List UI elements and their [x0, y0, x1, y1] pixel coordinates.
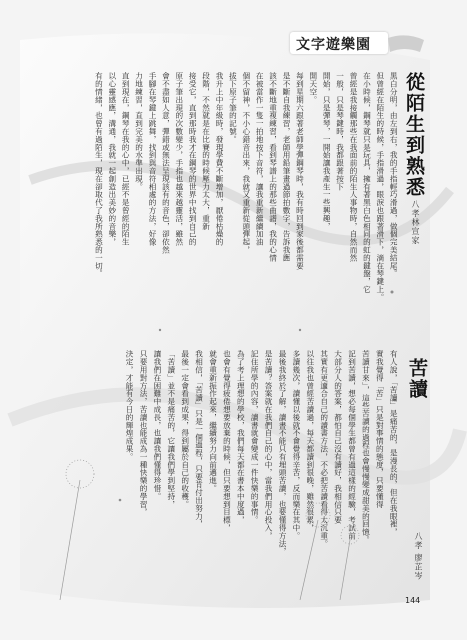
article-2-text-column: 最後我終於了解，讀書不能只有埋頭苦讀，也要懂得方法，: [278, 350, 287, 556]
section-title: 文字遊樂園: [296, 37, 371, 53]
article-1-text-column: 我升上中年級時，發現學費不斷增加，厭倦枯燥的: [215, 72, 224, 246]
article-1-text-column: 以心靈感應，溝通，我就一起創造出美妙的音樂，: [107, 72, 117, 246]
article-1-text-column: 拔下原子筆的記號。: [228, 72, 238, 144]
article-1-text-column: 是不斷自我練習，老師用鉛筆畫過節拍數字，告訴我應: [282, 72, 291, 262]
article-1-text-column: 開始，只是彈琴，一開始讓我產生一些興趣，: [322, 72, 332, 230]
article-2-text-column: 有人說，「苦讀」是痛苦的，是漫長的，但在我眼裡，: [389, 350, 399, 536]
article-2-text-column: 我相信，「苦讀」只是一個過程，只要肯付出努力，: [194, 350, 204, 528]
article-1-text-column: 原子筆出現的次數變少，手指也越來越靈活，雖然: [174, 72, 184, 246]
article-1-text-column: 曾經是我接觸那些在我面前的陌生人事物時，自然而然: [349, 72, 358, 262]
article-1-text-column: 黑白分明，由左到右，我的手指輕巧滑過，做個完美結尾。: [389, 72, 399, 278]
article-2-text-column: 大部分人的答案，都怕自己沒有讀好，我相信只要: [333, 350, 343, 524]
article-1-text-column: 直到現在，鋼琴在我的心中，已經不是曾經的陌生: [121, 72, 131, 246]
article-2-title: 苦讀: [406, 358, 428, 400]
article-1-text-column: 一般，只是琴鍵時，我都跟著按下: [335, 72, 345, 191]
article-1-text-column: 該不斷地重複練習，看到琴譜上的那些曲譜，我的心情: [268, 72, 278, 262]
article-2-text-column: 以往我也曾經苦讀過，每天都讀到很晚，雖然很累，: [305, 350, 315, 532]
article-2-text-column: 其實有更適合自己的讀書方法，不必把苦讀看得太沉重。: [319, 350, 329, 548]
article-1-text-column: 段階，不然就是在比賽的時候壓力太大，重新: [201, 72, 211, 230]
article-1-text-column: 接受它，直到那時我才在鋼琴的世界中找到自己的: [188, 72, 198, 246]
article-1-text-column: 手腳在琴鍵上跳舞，找到與音符相處的方法，好像: [148, 72, 157, 246]
article-2-text-column: 是苦讀？答案就在我們自己的心中，當我們用心投入，: [264, 350, 274, 540]
article-2-text-column: 記到苦讀，想必每個學生都曾有過這樣的經驗，考試前: [347, 350, 357, 540]
article-1-text-column: 有的情緒，也曾有過陌生，現在卻取代了我所熟悉的一切。: [94, 72, 104, 278]
article-2-text-column: 讓我們在困難中成長，也讓我們懂得珍惜。: [152, 350, 162, 501]
article-2-text-column: 多讀幾次，讀懂以後就不會覺得辛苦，反而樂在其中。: [291, 350, 301, 540]
article-2-text-column: 實我覺得「苦」只是對事情的態度，只要懂得: [375, 350, 385, 508]
article-2-text-column: 決定，才能有今日的輝煌成果。: [125, 350, 135, 461]
article-2-text-column: 最後一定會看到成果，得到屬於自己的收穫。: [180, 350, 190, 508]
article-2-text-column: 苦讀甘來」，這些苦讀的過程也會慢慢變成甜美的回憶。: [361, 350, 371, 544]
page-number: 144: [405, 596, 421, 605]
article-1-text-column: 力地練習，直到完美的水準出現。: [134, 72, 144, 191]
article-2-text-column: 只要用對方法，苦讀也能成為一種快樂的學習，: [139, 350, 148, 516]
article-2-text-column: 也會有覺得疲倦想要放棄的時候，但只要想到目標，: [222, 350, 232, 532]
article-2-text-column: 「苦讀」並不是痛苦的，它讓我們學到堅持，: [166, 350, 176, 508]
article-1-text-column: 每到星期六跟著老師學彈鋼琴時，我有時回到家後都需要: [295, 72, 305, 270]
article-1-title: 從陌生到熟悉: [403, 72, 425, 198]
article-1-text-column: 在被當作一隻一拍地按下音符，讓我重新繼續加油: [255, 72, 265, 246]
article-2-text-column: 記住所學的內容，讀書就會變成一件快樂的事情。: [250, 350, 260, 524]
article-1-text-column: 開天空。: [308, 72, 318, 104]
article-1-text-column: 會不盡如人意，彈錯或無法呈現該有的音色，卻依然: [161, 72, 171, 254]
article-1-text-column: 在小時候，鋼琴就只是玩具，擁有著黑白色相同的虹的鍵盤，它: [362, 72, 372, 294]
article-2-author: 八孝 廖芷岑: [414, 532, 423, 581]
article-1-author: 八孝林宣家: [411, 200, 420, 245]
ribbon-icon: [388, 34, 424, 56]
article-1-text-column: 但曾經在陌生的時候，手指滑過，眼淚也跟著滑下，滴在琴鍵上。: [375, 72, 385, 302]
article-1-text-column: 個不留神，不小心錯音出來，我就又重新從頭彈起，: [241, 72, 251, 254]
article-2-text-column: 就會重新振作起來，繼續努力向前邁進。: [208, 350, 218, 493]
article-2-text-column: 為了考上理想的學校，我們每天都在書本中度過，: [236, 350, 246, 524]
